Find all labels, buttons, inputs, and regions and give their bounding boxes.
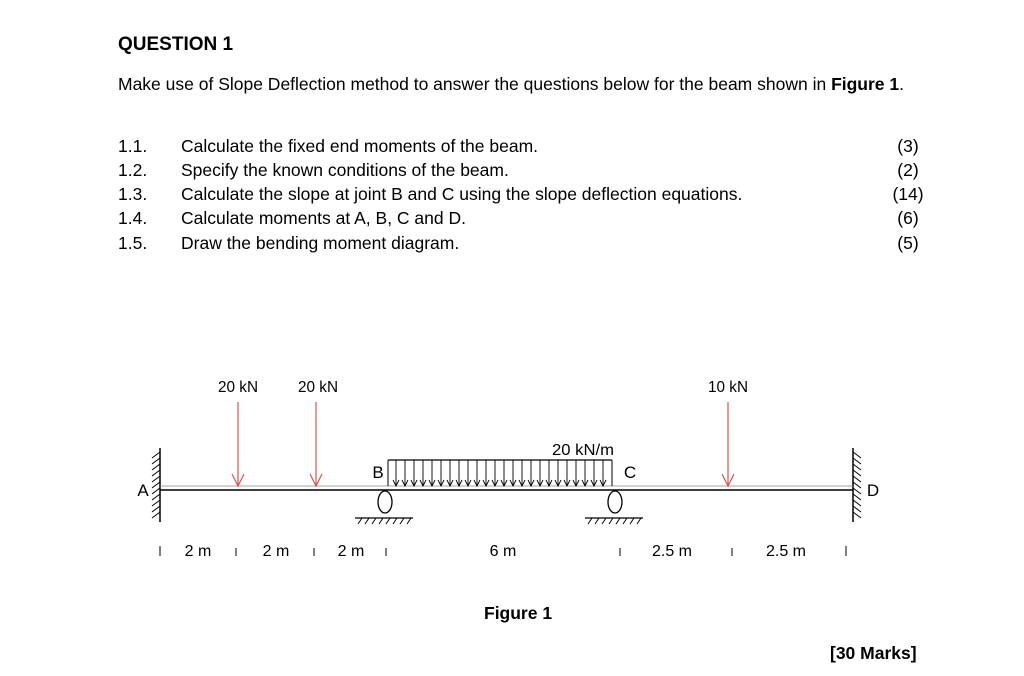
joint-label-a: A — [137, 481, 149, 500]
figure-reference: Figure 1 — [831, 74, 900, 94]
load-label: 20 kN — [298, 379, 338, 396]
question-title: QUESTION 1 — [118, 34, 234, 55]
distributed-load — [388, 460, 612, 486]
question-text: Draw the bending moment diagram. — [181, 233, 460, 253]
question-text: Calculate the slope at joint B and C using the slope deflection equations. — [181, 184, 743, 204]
roller-support-b — [355, 491, 413, 524]
span-label: 6 m — [489, 543, 517, 560]
question-number: 1.3. — [118, 184, 148, 204]
span-label: 2.5 m — [651, 543, 693, 560]
roller-support-c — [585, 491, 643, 524]
question-text: Specify the known conditions of the beam. — [181, 160, 509, 180]
question-text: Calculate the fixed end moments of the beam. — [181, 136, 539, 156]
load-label: 10 kN — [708, 379, 748, 396]
question-number: 1.2. — [118, 160, 148, 180]
question-marks: (2) — [897, 160, 919, 180]
span-label: 2 m — [262, 543, 290, 560]
question-text: Calculate moments at A, B, C and D. — [181, 208, 466, 228]
question-marks: (5) — [897, 233, 919, 253]
fixed-support-d — [853, 448, 861, 522]
question-marks: (14) — [892, 184, 924, 204]
question-number: 1.4. — [118, 208, 148, 228]
fixed-support-a — [152, 448, 160, 522]
figure-caption: Figure 1 — [484, 603, 553, 623]
intro-text: Make use of Slope Deflection method to answer the questions below for the beam shown in — [118, 74, 832, 94]
point-load-arrow — [310, 402, 322, 486]
point-load-arrow — [722, 402, 734, 486]
question-number: 1.1. — [118, 136, 148, 156]
joint-label-b: B — [372, 463, 384, 482]
question-marks: (6) — [897, 208, 919, 228]
question-number: 1.5. — [118, 233, 148, 253]
point-load-arrow — [232, 402, 244, 486]
question-marks: (3) — [897, 136, 919, 156]
span-label: 2 m — [184, 543, 212, 560]
load-label: 20 kN — [218, 379, 258, 396]
span-label: 2 m — [337, 543, 365, 560]
intro-paragraph: Make use of Slope Deflection method to answer the questions below for the beam shown in Figure 1. — [118, 74, 905, 94]
joint-label-c: C — [623, 463, 637, 482]
udl-label: 20 kN/m — [552, 442, 614, 459]
joint-label-d: D — [866, 481, 880, 500]
total-marks: [30 Marks] — [830, 643, 917, 663]
span-label: 2.5 m — [765, 543, 807, 560]
